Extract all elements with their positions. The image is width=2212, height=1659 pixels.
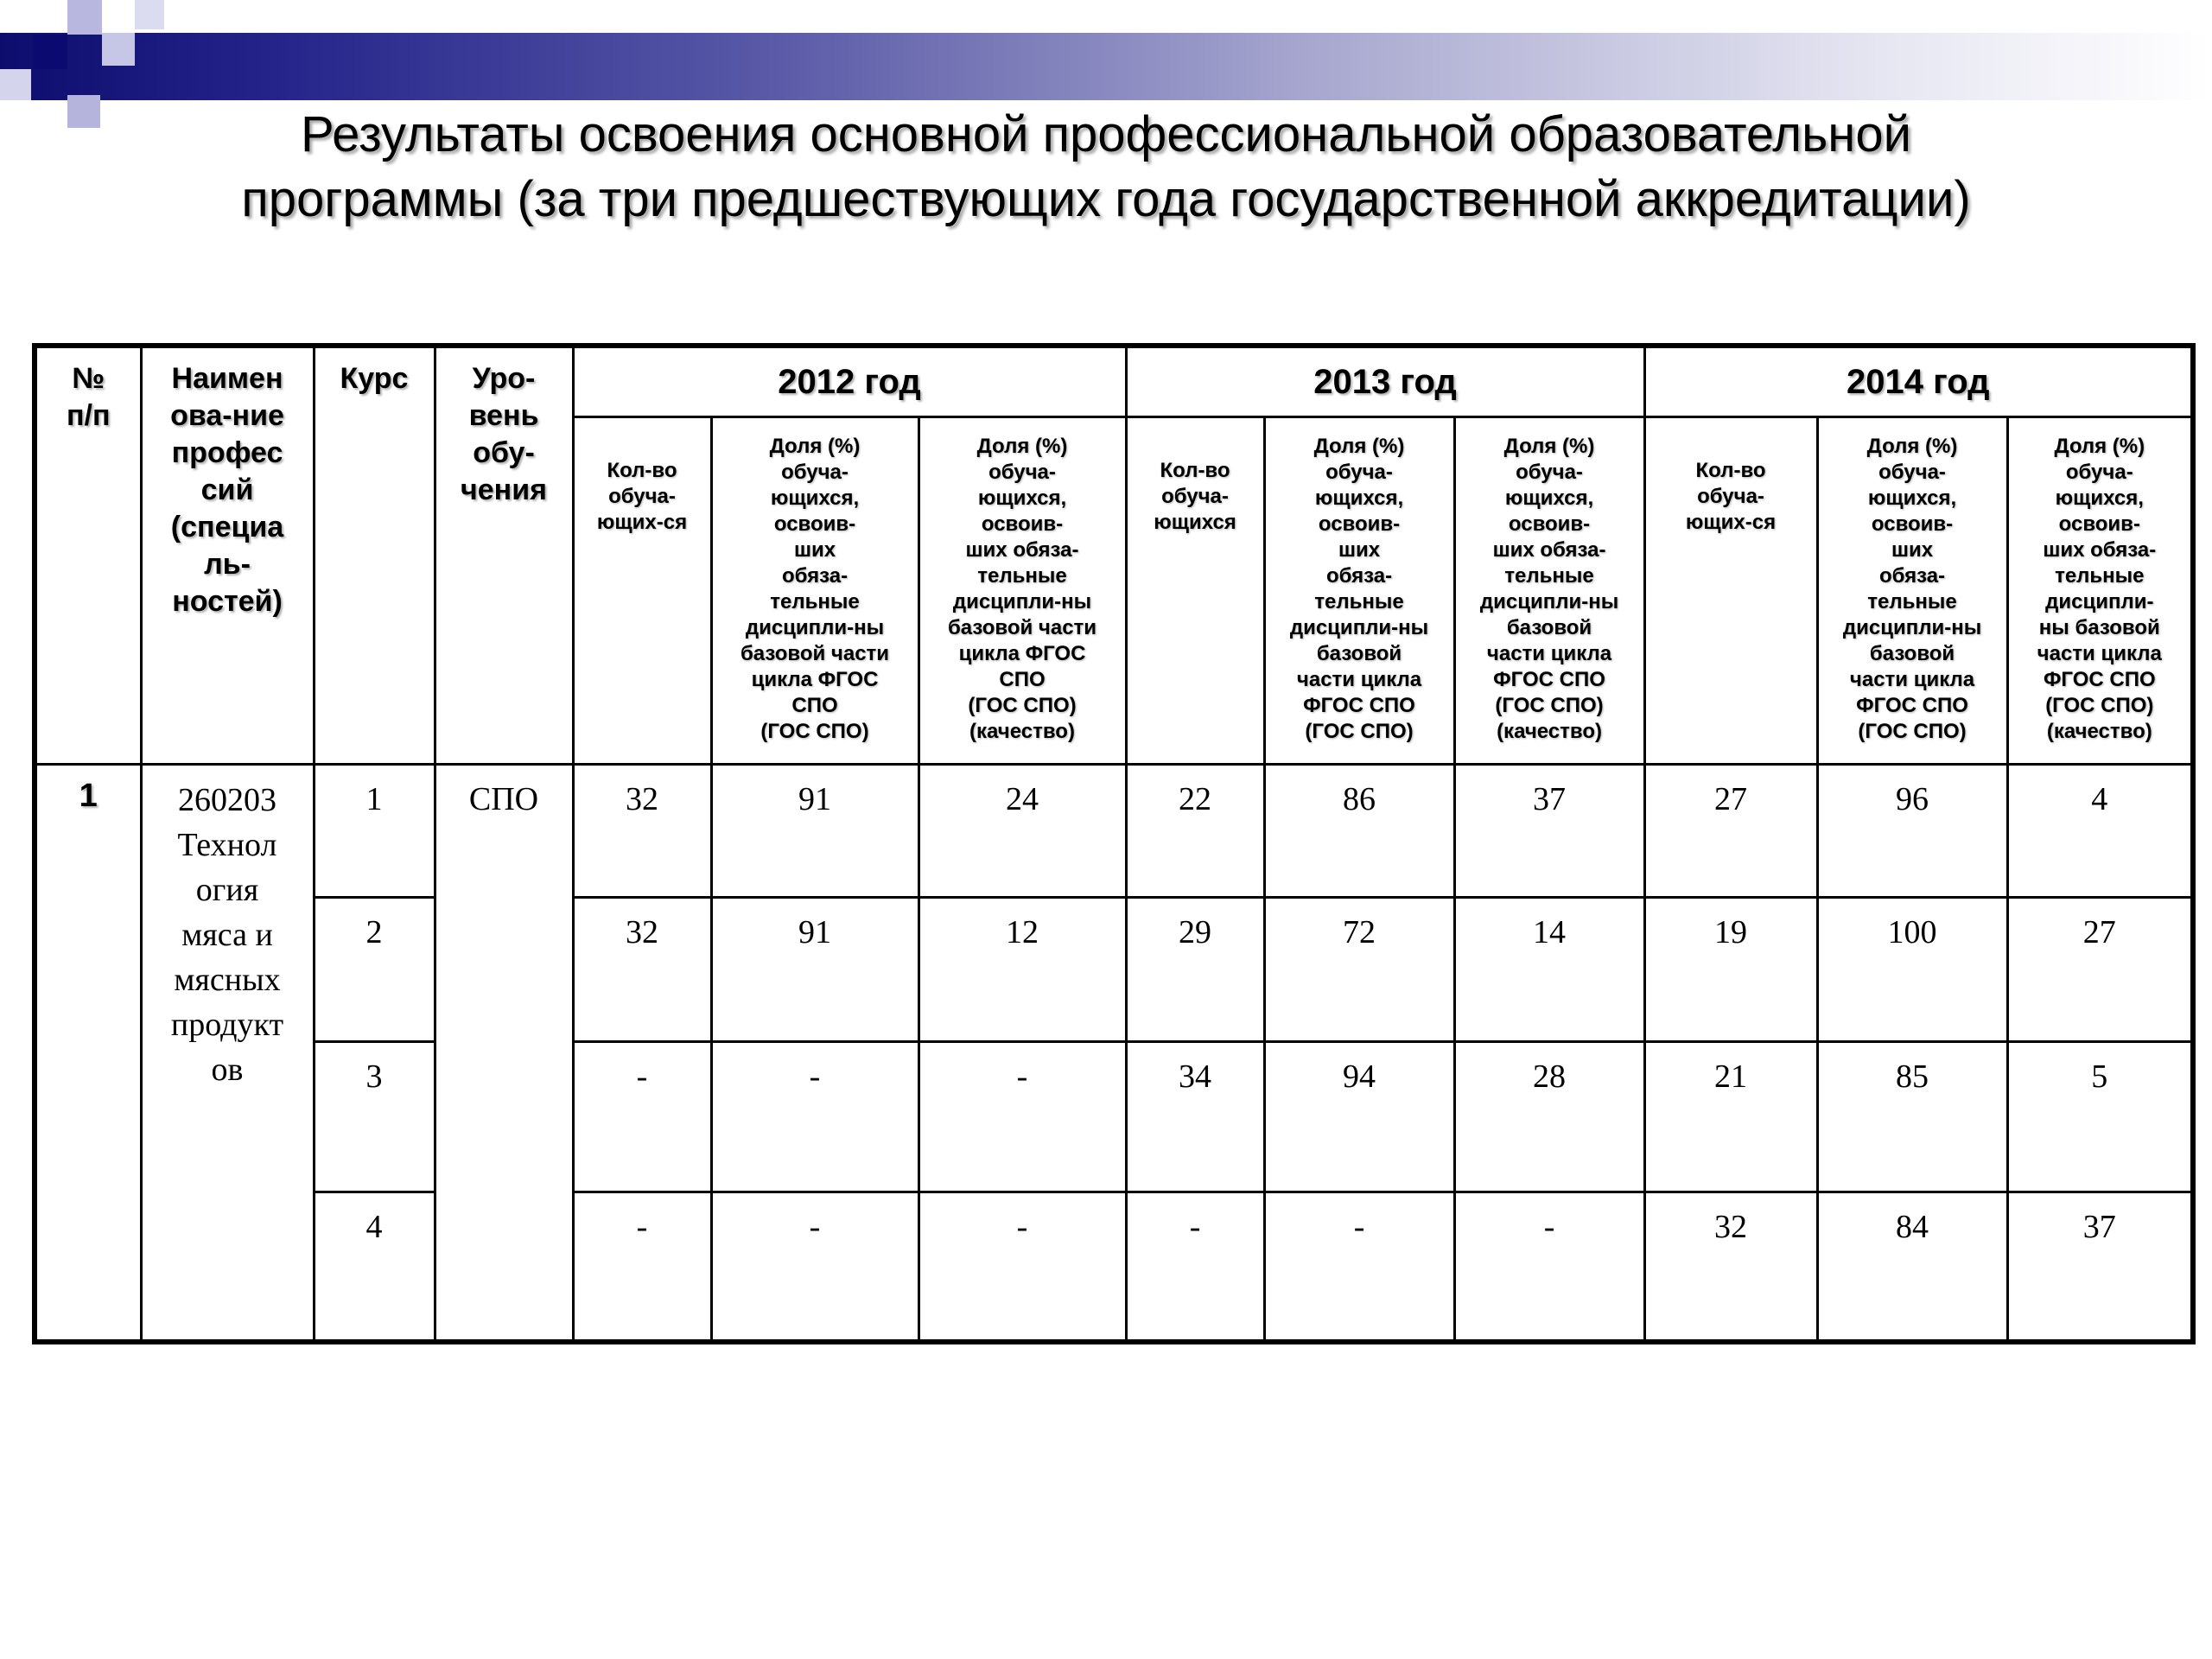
value-cell: 32 (573, 765, 711, 898)
subheader-count: Кол-во обуча- ющих-ся (1644, 416, 1817, 764)
decor-square (33, 35, 67, 69)
slide-title (0, 102, 2212, 232)
table-row (35, 898, 2193, 1042)
course-cell: 3 (314, 1042, 435, 1192)
value-cell: - (918, 1042, 1126, 1192)
value-cell: 19 (1644, 898, 1817, 1042)
value-cell: 32 (1644, 1192, 1817, 1342)
value-cell: 94 (1264, 1042, 1454, 1192)
value-cell: 100 (1817, 898, 2007, 1042)
value-cell: - (918, 1192, 1126, 1342)
value-cell: 27 (2007, 898, 2193, 1042)
value-cell: 96 (1817, 765, 2007, 898)
header-year-2014: 2014 год (1644, 346, 2193, 416)
course-cell: 1 (314, 765, 435, 898)
value-cell: - (573, 1042, 711, 1192)
value-cell: 5 (2007, 1042, 2193, 1192)
value-cell: 14 (1454, 898, 1644, 1042)
value-cell: - (711, 1042, 918, 1192)
value-cell: 91 (711, 898, 918, 1042)
header-row-years (35, 346, 2193, 416)
value-cell: - (573, 1192, 711, 1342)
value-cell: 86 (1264, 765, 1454, 898)
header-level: Уро- вень обу- чения (435, 346, 573, 765)
header-band (0, 33, 2212, 100)
value-cell: 28 (1454, 1042, 1644, 1192)
decor-square (102, 33, 135, 66)
value-cell: 37 (2007, 1192, 2193, 1342)
value-cell: 29 (1126, 898, 1264, 1042)
subheader-quality: Доля (%) обуча- ющихся, освоив- ших обяза- тельные дисципли-ны базовой части цикла ФГОС СПО (ГОС СПО) (качество) (918, 416, 1126, 764)
subheader-share: Доля (%) обуча- ющихся, освоив- ших обяза- тельные дисципли-ны базовой части цикла ФГОС СПО (ГОС СПО) (1817, 416, 2007, 764)
subheader-quality: Доля (%) обуча- ющихся, освоив- ших обяза- тельные дисципли-ны базовой части цикла ФГОС СПО (ГОС СПО) (качество) (1454, 416, 1644, 764)
level-cell: СПО (435, 765, 573, 1342)
value-cell: 4 (2007, 765, 2193, 898)
slide-title-line2: программы (за три предшествующих года государственной аккредитации) (241, 171, 1971, 227)
course-cell: 2 (314, 898, 435, 1042)
header-year-2013: 2013 год (1126, 346, 1644, 416)
table-row (35, 1192, 2193, 1342)
header-name: Наимен ова-ние профес сий (специа ль- ностей) (141, 346, 314, 765)
table-row (35, 765, 2193, 898)
value-cell: 85 (1817, 1042, 2007, 1192)
slide-title-line1: Результаты освоения основной профессиональной образовательной (301, 106, 1911, 162)
decor-square (135, 0, 164, 29)
course-cell: 4 (314, 1192, 435, 1342)
value-cell: - (711, 1192, 918, 1342)
subheader-count: Кол-во обуча- ющихся (1126, 416, 1264, 764)
value-cell: - (1454, 1192, 1644, 1342)
value-cell: 27 (1644, 765, 1817, 898)
value-cell: - (1126, 1192, 1264, 1342)
subheader-share: Доля (%) обуча- ющихся, освоив- ших обяза- тельные дисципли-ны базовой части цикла ФГОС СПО (ГОС СПО) (711, 416, 918, 764)
value-cell: 37 (1454, 765, 1644, 898)
profession-name: 260203 Технол огия мяса и мясных продукт ов (141, 765, 314, 1342)
decor-square (0, 69, 31, 100)
value-cell: 32 (573, 898, 711, 1042)
header-year-2012: 2012 год (573, 346, 1126, 416)
header-num: № п/п (35, 346, 141, 765)
row-num: 1 (35, 765, 141, 1342)
header-course: Курс (314, 346, 435, 765)
value-cell: 12 (918, 898, 1126, 1042)
value-cell: 22 (1126, 765, 1264, 898)
subheader-share: Доля (%) обуча- ющихся, освоив- ших обяза- тельные дисципли-ны базовой части цикла ФГОС СПО (ГОС СПО) (1264, 416, 1454, 764)
value-cell: 21 (1644, 1042, 1817, 1192)
value-cell: - (1264, 1192, 1454, 1342)
decor-square (67, 0, 102, 35)
value-cell: 72 (1264, 898, 1454, 1042)
subheader-count: Кол-во обуча- ющих-ся (573, 416, 711, 764)
value-cell: 34 (1126, 1042, 1264, 1192)
table-row (35, 1042, 2193, 1192)
results-table (32, 343, 2196, 1344)
subheader-quality: Доля (%) обуча- ющихся, освоив- ших обяза- тельные дисципли- ны базовой части цикла ФГОС СПО (ГОС СПО) (качество) (2007, 416, 2193, 764)
value-cell: 84 (1817, 1192, 2007, 1342)
value-cell: 91 (711, 765, 918, 898)
value-cell: 24 (918, 765, 1126, 898)
